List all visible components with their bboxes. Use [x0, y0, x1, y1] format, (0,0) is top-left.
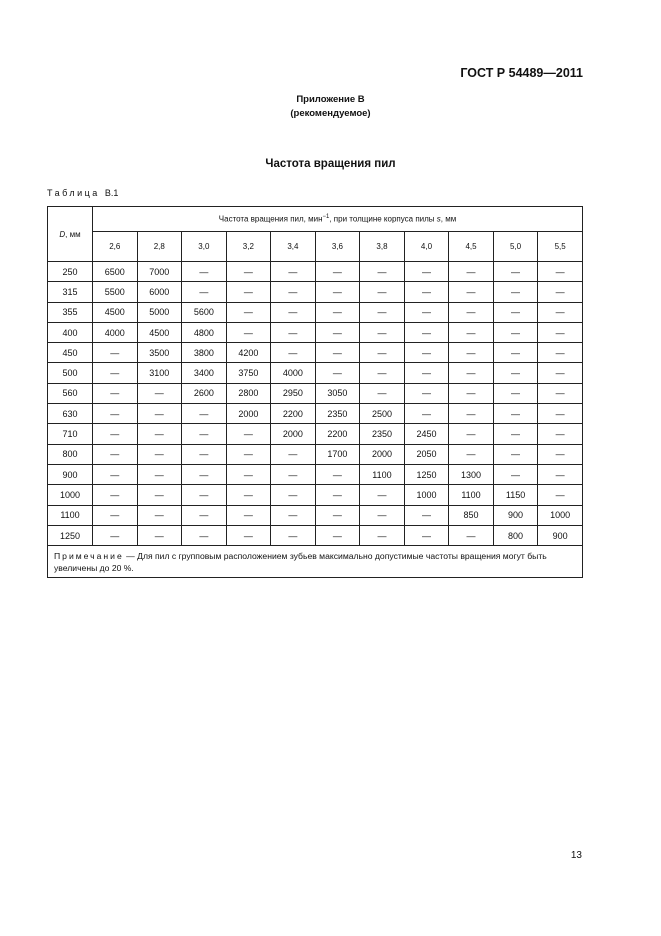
speed-cell: — — [315, 343, 360, 363]
speed-cell: — — [93, 383, 138, 403]
speed-cell: — — [271, 485, 316, 505]
speed-cell: 1700 — [315, 444, 360, 464]
header-thickness-cell: 5,5 — [538, 232, 583, 262]
speed-cell: — — [493, 404, 538, 424]
speed-cell: — — [360, 343, 405, 363]
speed-cell: — — [538, 343, 583, 363]
speed-cell: — — [404, 363, 449, 383]
appendix-status: (рекомендуемое) — [290, 108, 371, 119]
table-row — [48, 383, 583, 403]
diameter-cell: 630 — [48, 404, 93, 424]
speed-cell: — — [93, 485, 138, 505]
speed-cell: 2000 — [226, 404, 271, 424]
speed-cell: — — [538, 464, 583, 484]
speed-cell: 6000 — [137, 282, 182, 302]
speed-cell: — — [182, 424, 227, 444]
speed-cell: — — [360, 262, 405, 282]
page-number: 13 — [570, 850, 582, 861]
speed-cell: — — [315, 464, 360, 484]
diameter-cell: 1000 — [48, 485, 93, 505]
diameter-cell: 355 — [48, 302, 93, 322]
speed-cell: — — [315, 525, 360, 545]
speed-cell: — — [226, 464, 271, 484]
note-label: Примечание — [54, 551, 124, 562]
speed-cell: — — [493, 282, 538, 302]
table-row — [48, 444, 583, 464]
table-row — [48, 505, 583, 525]
diameter-cell: 710 — [48, 424, 93, 444]
header-thickness-row — [48, 232, 583, 262]
speed-cell: — — [493, 464, 538, 484]
header-thickness-cell: 3,2 — [226, 232, 271, 262]
speed-cell: — — [226, 302, 271, 322]
speed-cell: — — [271, 464, 316, 484]
speed-cell: — — [404, 322, 449, 342]
speed-cell: — — [493, 343, 538, 363]
header-thickness-cell: 4,5 — [449, 232, 494, 262]
diameter-cell: 315 — [48, 282, 93, 302]
speed-cell: — — [93, 343, 138, 363]
speed-cell: — — [271, 322, 316, 342]
speed-cell: — — [182, 505, 227, 525]
speed-cell: — — [182, 525, 227, 545]
diameter-cell: 400 — [48, 322, 93, 342]
speed-cell: — — [449, 404, 494, 424]
speed-cell: — — [226, 525, 271, 545]
speed-cell: 2200 — [271, 404, 316, 424]
speed-cell: — — [449, 383, 494, 403]
speed-cell: — — [538, 383, 583, 403]
speed-cell: — — [493, 322, 538, 342]
speed-cell: — — [449, 282, 494, 302]
speed-cell: — — [404, 525, 449, 545]
speed-cell: — — [360, 383, 405, 403]
header-thickness-cell: 5,0 — [493, 232, 538, 262]
speed-cell: — — [315, 322, 360, 342]
speed-cell: — — [93, 363, 138, 383]
diameter-cell: 1100 — [48, 505, 93, 525]
table-row — [48, 424, 583, 444]
speed-cell: 7000 — [137, 262, 182, 282]
speed-cell: — — [137, 485, 182, 505]
speed-cell: — — [271, 444, 316, 464]
header-thickness-cell: 2,8 — [137, 232, 182, 262]
speed-cell: 1100 — [449, 485, 494, 505]
speed-cell: 2800 — [226, 383, 271, 403]
table-body — [48, 262, 583, 546]
speed-cell: 4800 — [182, 322, 227, 342]
speed-cell: 3500 — [137, 343, 182, 363]
speed-cell: — — [449, 444, 494, 464]
speed-cell: — — [315, 302, 360, 322]
speed-cell: 1000 — [538, 505, 583, 525]
speed-cell: 6500 — [93, 262, 138, 282]
speed-cell: — — [315, 282, 360, 302]
speed-cell: — — [538, 282, 583, 302]
speed-cell: — — [538, 302, 583, 322]
speed-cell: 4500 — [137, 322, 182, 342]
speed-cell: — — [404, 302, 449, 322]
speed-cell: — — [449, 343, 494, 363]
speed-cell: 1000 — [404, 485, 449, 505]
table-row — [48, 404, 583, 424]
table-caption-label: Таблица — [47, 188, 100, 198]
speed-cell: — — [538, 404, 583, 424]
diameter-cell: 800 — [48, 444, 93, 464]
speed-cell: — — [360, 485, 405, 505]
speed-cell: — — [226, 485, 271, 505]
speed-cell: — — [271, 343, 316, 363]
speed-cell: — — [182, 485, 227, 505]
diameter-cell: 500 — [48, 363, 93, 383]
speed-cell: 4500 — [93, 302, 138, 322]
speed-cell: — — [271, 505, 316, 525]
note-text: — Для пил с групповым расположением зубьев максимально допустимые частоты вращения могут быть увеличены до 20 %. — [54, 551, 547, 574]
standard-code: ГОСТ Р 54489—2011 — [460, 66, 583, 80]
speed-cell: — — [360, 525, 405, 545]
speed-cell: 5000 — [137, 302, 182, 322]
table-row — [48, 363, 583, 383]
speed-cell: — — [493, 383, 538, 403]
speed-cell: — — [449, 525, 494, 545]
rotation-speed-table — [47, 206, 583, 578]
speed-cell: — — [137, 525, 182, 545]
speed-cell: — — [449, 302, 494, 322]
speed-cell: — — [93, 424, 138, 444]
table-row — [48, 322, 583, 342]
speed-cell: — — [137, 464, 182, 484]
speed-cell: 4000 — [271, 363, 316, 383]
speed-cell: — — [449, 262, 494, 282]
speed-cell: 2600 — [182, 383, 227, 403]
speed-cell: 3800 — [182, 343, 227, 363]
speed-cell: — — [449, 424, 494, 444]
diameter-cell: 250 — [48, 262, 93, 282]
speed-cell: — — [493, 302, 538, 322]
speed-cell: — — [315, 485, 360, 505]
speed-cell: — — [538, 424, 583, 444]
speed-cell: 2000 — [360, 444, 405, 464]
header-thickness-cell: 3,6 — [315, 232, 360, 262]
speed-cell: — — [137, 404, 182, 424]
speed-cell: 1300 — [449, 464, 494, 484]
speed-cell: — — [360, 282, 405, 302]
speed-cell: — — [449, 322, 494, 342]
speed-cell: — — [137, 424, 182, 444]
speed-cell: — — [137, 444, 182, 464]
speed-cell: — — [493, 363, 538, 383]
speed-cell: — — [360, 363, 405, 383]
speed-cell: 2350 — [315, 404, 360, 424]
header-thickness-cell: 3,4 — [271, 232, 316, 262]
speed-cell: — — [360, 505, 405, 525]
speed-cell: — — [271, 525, 316, 545]
header-thickness-cell: 3,8 — [360, 232, 405, 262]
speed-cell: 900 — [538, 525, 583, 545]
speed-cell: 800 — [493, 525, 538, 545]
speed-cell: 2350 — [360, 424, 405, 444]
table-row — [48, 282, 583, 302]
speed-cell: 850 — [449, 505, 494, 525]
speed-cell: — — [226, 322, 271, 342]
diameter-cell: 1250 — [48, 525, 93, 545]
diameter-cell: 900 — [48, 464, 93, 484]
speed-cell: — — [538, 262, 583, 282]
speed-cell: — — [538, 444, 583, 464]
speed-cell: — — [538, 363, 583, 383]
speed-cell: 3100 — [137, 363, 182, 383]
header-thickness-cell: 2,6 — [93, 232, 138, 262]
speed-cell: — — [137, 383, 182, 403]
speed-cell: 1100 — [360, 464, 405, 484]
speed-cell: 4200 — [226, 343, 271, 363]
speed-cell: 3400 — [182, 363, 227, 383]
speed-cell: — — [404, 505, 449, 525]
speed-cell: 1150 — [493, 485, 538, 505]
speed-cell: — — [493, 262, 538, 282]
speed-cell: — — [93, 404, 138, 424]
speed-cell: — — [226, 282, 271, 302]
speed-cell: 2500 — [360, 404, 405, 424]
speed-cell: — — [538, 322, 583, 342]
diameter-cell: 450 — [48, 343, 93, 363]
table-row — [48, 302, 583, 322]
speed-cell: 900 — [493, 505, 538, 525]
appendix-title: Приложение В — [296, 94, 365, 105]
speed-cell: — — [493, 424, 538, 444]
speed-cell: 2950 — [271, 383, 316, 403]
table-container — [47, 206, 583, 573]
appendix-heading — [0, 93, 661, 121]
speed-cell: — — [404, 383, 449, 403]
speed-cell: — — [315, 363, 360, 383]
speed-cell: — — [182, 404, 227, 424]
speed-cell: — — [271, 302, 316, 322]
speed-cell: — — [226, 262, 271, 282]
header-thickness-cell: 4,0 — [404, 232, 449, 262]
speed-cell: — — [93, 505, 138, 525]
table-note — [48, 546, 583, 578]
speed-cell: 4000 — [93, 322, 138, 342]
table-row — [48, 343, 583, 363]
speed-cell: 1250 — [404, 464, 449, 484]
table-caption-number: В.1 — [104, 188, 119, 198]
speed-cell: — — [226, 424, 271, 444]
speed-cell: — — [182, 444, 227, 464]
table-row — [48, 262, 583, 282]
speed-cell: 5500 — [93, 282, 138, 302]
speed-cell: — — [271, 262, 316, 282]
speed-cell: — — [404, 282, 449, 302]
speed-cell: — — [404, 404, 449, 424]
table-caption — [47, 188, 118, 198]
speed-cell: 3050 — [315, 383, 360, 403]
speed-cell: — — [182, 464, 227, 484]
diameter-cell: 560 — [48, 383, 93, 403]
speed-cell: — — [360, 322, 405, 342]
speed-cell: — — [226, 505, 271, 525]
speed-cell: — — [182, 282, 227, 302]
table-row — [48, 485, 583, 505]
speed-cell: — — [493, 444, 538, 464]
speed-cell: 5600 — [182, 302, 227, 322]
header-rotation-speed: Частота вращения пил, мин$^{-1}$, при толщине корпуса пилы s, мм — [93, 207, 583, 232]
speed-cell: — — [404, 262, 449, 282]
speed-cell: — — [137, 505, 182, 525]
speed-cell: 2050 — [404, 444, 449, 464]
speed-cell: — — [449, 363, 494, 383]
speed-cell: — — [271, 282, 316, 302]
speed-cell: — — [93, 464, 138, 484]
speed-cell: — — [315, 505, 360, 525]
table-row — [48, 525, 583, 545]
speed-cell: 3750 — [226, 363, 271, 383]
speed-cell: — — [93, 525, 138, 545]
document-title: Частота вращения пил — [265, 158, 396, 170]
speed-cell: — — [93, 444, 138, 464]
speed-cell: 2450 — [404, 424, 449, 444]
speed-cell: — — [360, 302, 405, 322]
header-thickness-cell: 3,0 — [182, 232, 227, 262]
speed-cell: — — [404, 343, 449, 363]
speed-cell: — — [226, 444, 271, 464]
header-diameter: D, мм — [48, 207, 93, 262]
speed-cell: 2000 — [271, 424, 316, 444]
table-row — [48, 464, 583, 484]
speed-cell: — — [538, 485, 583, 505]
speed-cell: — — [182, 262, 227, 282]
speed-cell: 2200 — [315, 424, 360, 444]
speed-cell: — — [315, 262, 360, 282]
